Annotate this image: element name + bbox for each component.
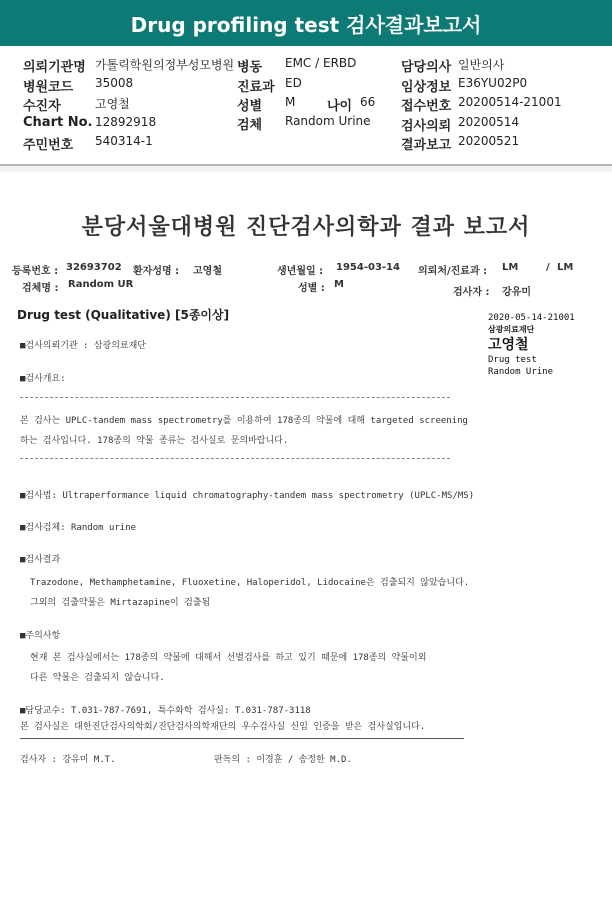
result-heading: ■검사결과	[20, 555, 61, 565]
certification-line: 본 검사실은 대한진단검사의학회/진단검사의학재단의 우수검사실 신임 인증을 받은 검사실입니다.	[20, 722, 426, 732]
patient-name-value: 고영철	[193, 266, 222, 277]
value-department: ED	[285, 76, 302, 90]
patient-name-label: 환자성명 :	[133, 266, 180, 277]
request-info-panel	[0, 46, 612, 164]
overview-heading: ■검사개요:	[20, 374, 66, 384]
dob-label: 생년월일 :	[277, 266, 324, 277]
specimen-name-label: 검체명 :	[22, 283, 59, 294]
banner-title: Drug profiling test 검사결과보고서	[130, 12, 482, 37]
label-clinical-info: 임상정보	[401, 80, 452, 95]
reviewer-signature: 판독의 : 이경훈 / 송정한 M.D.	[214, 755, 352, 765]
stamp-org: 삼광의료재단	[488, 325, 535, 334]
dept-label: 의뢰처/진료과 :	[418, 266, 488, 277]
report-banner	[0, 0, 612, 46]
label-doctor: 담당의사	[401, 60, 452, 75]
label-sex: 성별	[237, 99, 263, 114]
dashed-divider	[20, 458, 450, 459]
stamp-patient-name: 고영철	[488, 337, 529, 353]
label-requesting-org: 의뢰기관명	[23, 60, 86, 75]
test-section-title: Drug test (Qualitative) [5종이상]	[17, 308, 230, 322]
stamp-specimen: Random Urine	[488, 367, 554, 377]
value-doctor: 일반의사	[458, 58, 505, 72]
label-age: 나이	[327, 99, 353, 114]
value-clinical-info: E36YU02P0	[458, 76, 528, 90]
label-patient: 수진자	[23, 99, 61, 114]
value-requesting-org: 가톨릭학원의정부성모병원	[95, 58, 235, 72]
label-specimen: 검체	[237, 118, 263, 133]
value-report-date: 20200521	[458, 134, 520, 148]
label-request-date: 검사의뢰	[401, 119, 452, 134]
value-ward: EMC / ERBD	[285, 56, 357, 70]
value-sex: M	[285, 95, 296, 109]
value-patient: 고영철	[95, 97, 130, 111]
requesting-lab-line: ■검사의뢰기관 : 삼광의료재단	[20, 341, 147, 351]
value-age: 66	[360, 95, 376, 109]
value-receipt-no: 20200514-21001	[458, 95, 562, 109]
dashed-divider	[20, 397, 450, 398]
caution-heading: ■주의사항	[20, 631, 61, 641]
label-chart-no: Chart No.	[23, 115, 93, 130]
result-text-line-2: 그외의 검출약물은 Mirtazapine이 검출됨	[30, 598, 211, 608]
label-department: 진료과	[237, 80, 275, 95]
label-report-date: 결과보고	[401, 138, 452, 153]
method-line: ■검사법: Ultraperformance liquid chromatography-tandem mass spectrometry (UPLC-MS/MS)	[20, 491, 475, 501]
tester-value: 강유미	[502, 287, 531, 298]
overview-text-line-1: 본 검사는 UPLC-tandem mass spectrometry를 이용하여 178종의 약물에 대해 targeted screening	[20, 416, 468, 426]
caution-text-line-2: 다른 약물은 검출되지 않습니다.	[30, 673, 165, 683]
sex-value: M	[334, 279, 344, 290]
stamp-test-name: Drug test	[488, 355, 537, 365]
dept-value-2: LM	[557, 262, 574, 273]
value-resident-no: 540314-1	[95, 134, 153, 148]
footer-divider	[20, 738, 464, 739]
dept-separator: /	[546, 262, 550, 273]
caution-text-line-1: 현재 본 검사실에서는 178종의 약물에 대해서 선별검사를 하고 있기 때문에 178종의 약물이외	[30, 653, 427, 663]
sex-label: 성별 :	[298, 283, 325, 294]
tester-signature: 검사자 : 강유미 M.T.	[20, 755, 116, 765]
specimen-name-value: Random UR	[68, 279, 134, 290]
value-specimen: Random Urine	[285, 114, 371, 128]
value-chart-no: 12892918	[95, 115, 157, 129]
registration-label: 등록번호 :	[12, 266, 59, 277]
report-title: 분당서울대병원 진단검사의학과 결과 보고서	[81, 215, 531, 240]
overview-text-line-2: 하는 검사입니다. 178종의 약물 종류는 검사실로 문의바랍니다.	[20, 436, 289, 446]
specimen-label-stamp	[488, 312, 575, 378]
label-ward: 병동	[237, 60, 263, 75]
label-receipt-no: 접수번호	[401, 99, 452, 114]
dept-value-1: LM	[502, 262, 519, 273]
label-resident-no: 주민번호	[23, 138, 74, 153]
registration-value: 32693702	[66, 262, 122, 273]
value-hospital-code: 35008	[95, 76, 134, 90]
contact-line: ■담당교수: T.031-787-7691, 특수화학 검사실: T.031-787-3118	[20, 706, 311, 716]
value-request-date: 20200514	[458, 115, 520, 129]
section-divider	[0, 164, 612, 166]
specimen-line: ■검사검체: Random urine	[20, 523, 137, 533]
label-hospital-code: 병원코드	[23, 80, 74, 95]
dob-value: 1954-03-14	[336, 262, 400, 273]
tester-label: 검사자 :	[453, 287, 490, 298]
stamp-date: 2020-05-14-21001	[488, 313, 575, 323]
result-text-line-1: Trazodone, Methamphetamine, Fluoxetine, Haloperidol, Lidocaine은 검출되지 않았습니다.	[30, 578, 470, 588]
